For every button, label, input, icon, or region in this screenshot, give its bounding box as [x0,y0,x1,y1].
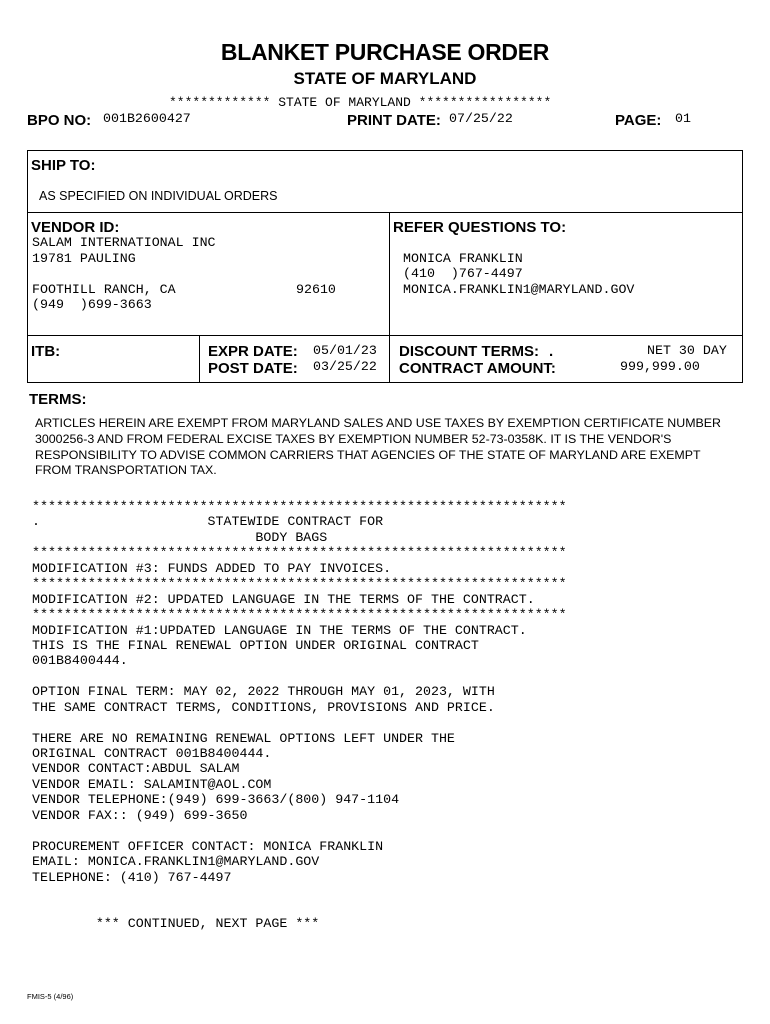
note-line: BODY BAGS [32,529,328,545]
post-date-value: 03/25/22 [313,359,377,374]
note-line: OPTION FINAL TERM: MAY 02, 2022 THROUGH MAY 01, 2023, WITH [32,684,495,700]
note-line: . STATEWIDE CONTRACT FOR [32,514,384,530]
contract-notes [32,499,567,931]
refer-name: MONICA FRANKLIN [403,251,523,266]
note-line: MODIFICATION #3: FUNDS ADDED TO PAY INVOICES. [32,560,392,576]
note-line [32,669,567,684]
note-line: VENDOR FAX:: (949) 699-3650 [32,807,248,823]
bpo-label: BPO NO: [27,112,92,129]
note-line: ******************************************************************* [32,576,567,592]
divider [27,335,743,336]
note-line: THERE ARE NO REMAINING RENEWAL OPTIONS LEFT UNDER THE [32,730,455,746]
form-id: FMIS-5 (4/96) [27,992,74,1001]
vendor-phone: (949 )699-3663 [32,297,152,312]
note-line: TELEPHONE: (410) 767-4497 [32,869,232,885]
note-line: PROCUREMENT OFFICER CONTACT: MONICA FRANKLIN [32,838,384,854]
bpo-number: 001B2600427 [103,111,191,126]
divider [389,212,390,383]
form-box [27,150,743,383]
note-line [32,715,567,730]
discount-terms-value: NET 30 DAY [647,343,727,358]
note-line: ******************************************************************* [32,607,567,623]
note-line: EMAIL: MONICA.FRANKLIN1@MARYLAND.GOV [32,854,320,870]
divider [27,212,743,213]
vendor-id-label: VENDOR ID: [31,219,120,236]
discount-terms-label: DISCOUNT TERMS: [399,343,539,360]
note-line: THE SAME CONTRACT TERMS, CONDITIONS, PROVISIONS AND PRICE. [32,699,495,715]
vendor-zip: 92610 [296,282,336,297]
refer-email: MONICA.FRANKLIN1@MARYLAND.GOV [403,282,635,297]
note-line: ******************************************************************* [32,545,567,561]
note-line: ******************************************************************* [32,499,567,514]
contract-amount-value: 999,999.00 [620,359,700,374]
print-date-label: PRINT DATE: [347,112,441,129]
discount-terms-dot: . [549,343,554,360]
vendor-street: 19781 PAULING [32,251,136,266]
print-date-value: 07/25/22 [449,111,513,126]
note-line [32,900,567,915]
post-date-label: POST DATE: [208,360,298,377]
note-line [32,823,567,838]
expr-date-value: 05/01/23 [313,343,377,358]
note-line: MODIFICATION #1:UPDATED LANGUAGE IN THE TERMS OF THE CONTRACT. [32,622,527,638]
divider [199,335,200,383]
note-line: THIS IS THE FINAL RENEWAL OPTION UNDER ORIGINAL CONTRACT [32,637,479,653]
page-label: PAGE: [615,112,662,129]
note-line: VENDOR CONTACT:ABDUL SALAM [32,761,240,777]
expr-date-label: EXPR DATE: [208,343,298,360]
terms-text: ARTICLES HEREIN ARE EXEMPT FROM MARYLAND SALES AND USE TAXES BY EXEMPTION CERTIFICATE NUMBER 3000256-3 AND FROM FEDERAL EXCISE TAXES BY EXEMPTION NUMBER 52-73-0358K. IT IS THE VENDOR'S RESPONSIBILITY TO ADVISE COMMON CARRIERS THAT AGENCIES OF THE STATE OF MARYLAND ARE EXEMPT FROM TRANSPORTATION TAX. [35,416,722,478]
note-line: VENDOR TELEPHONE:(949) 699-3663/(800) 947-1104 [32,792,400,808]
refer-questions-label: REFER QUESTIONS TO: [393,219,567,236]
vendor-city-state: FOOTHILL RANCH, CA [32,282,176,297]
itb-label: ITB: [31,343,61,360]
refer-phone: (410 )767-4497 [403,266,523,281]
ship-to-label: SHIP TO: [31,157,96,174]
header-banner: ************* STATE OF MARYLAND ***************** [169,95,552,110]
note-line: ORIGINAL CONTRACT 001B8400444. [32,746,272,761]
contract-amount-label: CONTRACT AMOUNT: [399,360,556,377]
document-subtitle: STATE OF MARYLAND [293,69,477,88]
vendor-name: SALAM INTERNATIONAL INC [32,235,216,250]
note-line: VENDOR EMAIL: SALAMINT@AOL.COM [32,776,272,792]
document-title: BLANKET PURCHASE ORDER [220,39,550,65]
note-line: 001B8400444. [32,653,128,669]
note-line [32,885,567,900]
note-line: *** CONTINUED, NEXT PAGE *** [32,915,320,931]
terms-label: TERMS: [29,391,87,408]
page-number: 01 [675,111,691,126]
note-line: MODIFICATION #2: UPDATED LANGUAGE IN THE TERMS OF THE CONTRACT. [32,591,535,607]
ship-to-value: AS SPECIFIED ON INDIVIDUAL ORDERS [39,189,278,203]
